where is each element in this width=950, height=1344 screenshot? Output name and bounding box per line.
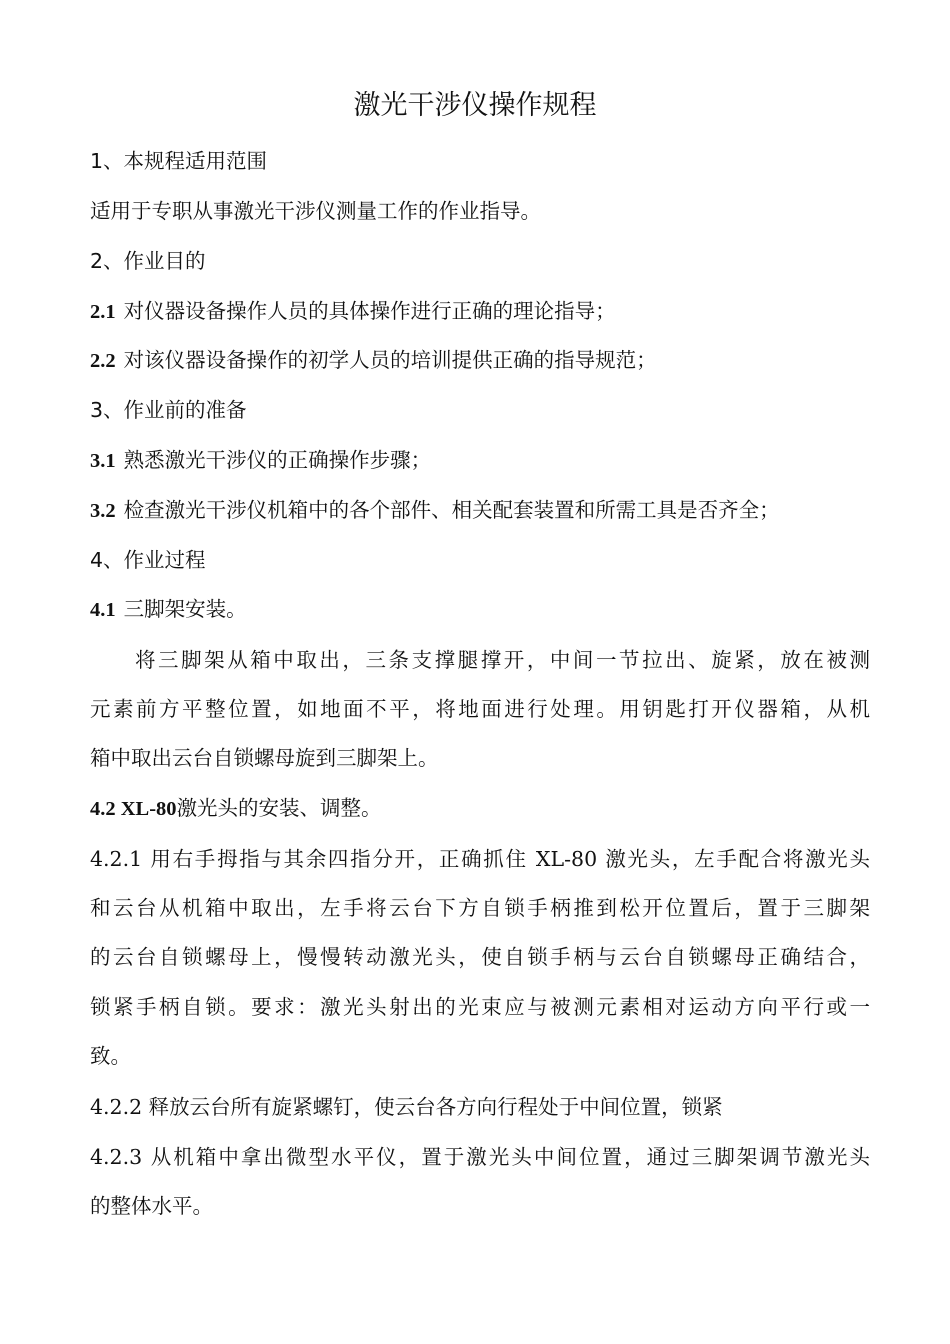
item-4-2-1-line: 致。 (90, 1044, 131, 1068)
item-2-1-text: 对仪器设备操作人员的具体操作进行正确的理论指导； (123, 299, 616, 323)
item-4-2-1-line: 的云台自锁螺母上，慢慢转动激光头，使自锁手柄与云台自锁螺母正确结合， (90, 945, 870, 969)
item-4-1-paragraph-line: 将三脚架从箱中取出，三条支撑腿撑开，中间一节拉出、旋紧，放在被测 (135, 648, 870, 672)
item-3-2-number: 3.2 (90, 500, 116, 522)
item-4-2-1-line: 和云台从机箱中取出，左手将云台下方自锁手柄推到松开位置后，置于三脚架 (90, 896, 870, 920)
item-2-1 (90, 296, 870, 327)
item-4-1-text: 三脚架安装。 (123, 597, 247, 621)
section-1-text: 适用于专职从事激光干涉仪测量工作的作业指导。 (90, 199, 541, 223)
item-4-2-3-line: 4.2.3 从机箱中拿出微型水平仪，置于激光头中间位置，通过三脚架调节激光头 (90, 1145, 870, 1169)
section-2-heading: 2、作业目的 (90, 249, 206, 273)
item-3-2 (90, 495, 870, 526)
item-3-2-text: 检查激光干涉仪机箱中的各个部件、相关配套装置和所需工具是否齐全； (123, 498, 780, 522)
item-4-2-text: 激光头的安装、调整。 (176, 796, 382, 820)
item-2-2-text: 对该仪器设备操作的初学人员的培训提供正确的指导规范； (123, 348, 657, 372)
document-title: 激光干涉仪操作规程 (353, 90, 597, 121)
item-4-1-number: 4.1 (90, 599, 116, 621)
section-4-heading: 4、作业过程 (90, 548, 206, 572)
item-4-1-paragraph-line: 箱中取出云台自锁螺母旋到三脚架上。 (90, 746, 439, 770)
item-4-1-paragraph-line: 元素前方平整位置，如地面不平，将地面进行处理。用钥匙打开仪器箱，从机 (90, 697, 870, 721)
item-4-2-number: 4.2 XL-80 (90, 798, 177, 820)
item-3-1-number: 3.1 (90, 450, 116, 472)
item-4-2-1-line: 锁紧手柄自锁。要求：激光头射出的光束应与被测元素相对运动方向平行或一 (90, 995, 870, 1019)
item-2-2 (90, 345, 870, 376)
item-3-1 (90, 445, 870, 476)
item-4-2-2: 4.2.2 释放云台所有旋紧螺钉，使云台各方向行程处于中间位置，锁紧 (90, 1095, 723, 1119)
item-2-2-number: 2.2 (90, 350, 116, 372)
item-4-2-3-line: 的整体水平。 (90, 1194, 213, 1218)
item-4-2-1-line: 4.2.1 用右手拇指与其余四指分开，正确抓住 XL-80 激光头，左手配合将激光头 (90, 847, 870, 871)
section-3-heading: 3、作业前的准备 (90, 398, 247, 422)
item-4-2 (90, 793, 870, 824)
item-3-1-text: 熟悉激光干涉仪的正确操作步骤； (123, 448, 432, 472)
section-1-heading: 1、本规程适用范围 (90, 149, 268, 173)
item-4-1 (90, 594, 870, 625)
item-2-1-number: 2.1 (90, 301, 116, 323)
